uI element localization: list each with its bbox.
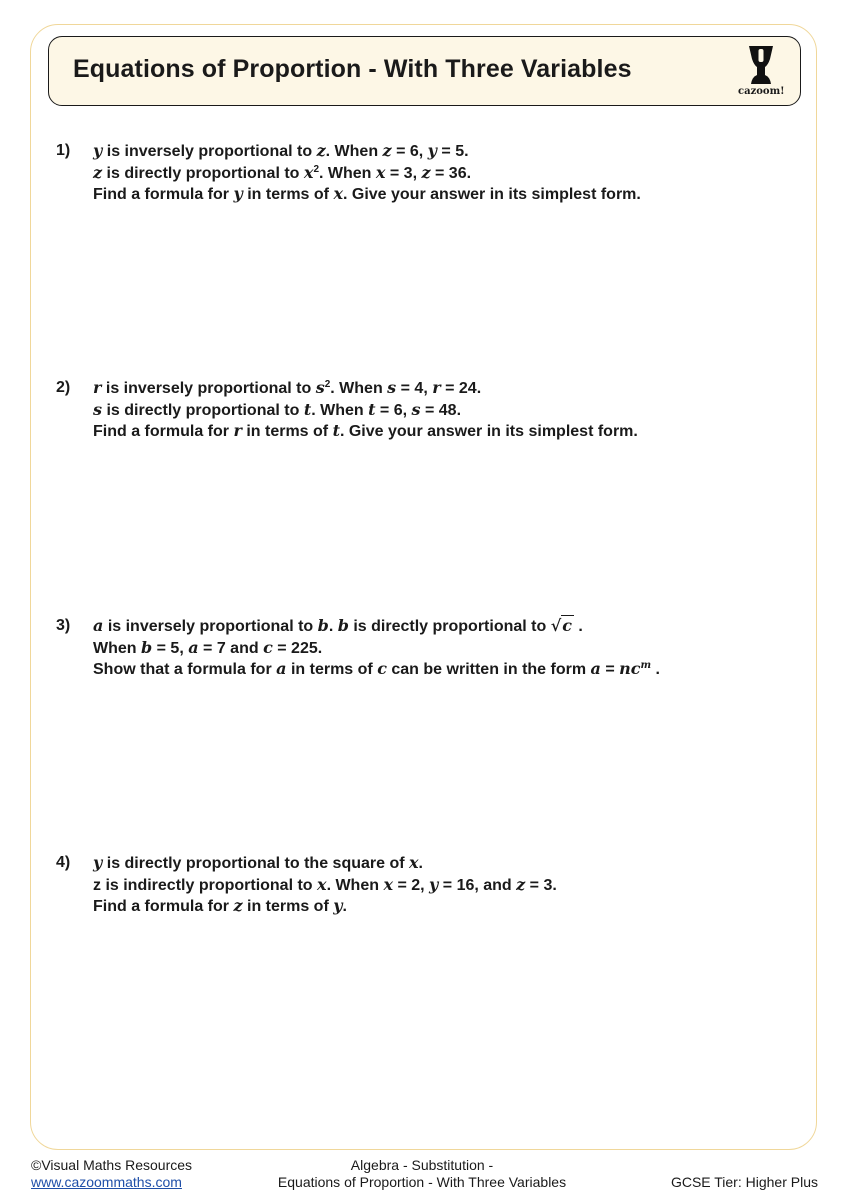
math-variable: a [93,616,104,635]
question-line [93,184,641,206]
question-line [93,659,660,681]
footer-center [274,1157,570,1191]
math-variable: b [141,637,153,657]
website-link[interactable]: www.cazoommaths.com [31,1174,182,1190]
math-variable: r [432,378,441,397]
math-variable: y [93,853,103,872]
math-variable: z [93,162,103,182]
math-variable: t [303,399,312,419]
text-segment: . [328,618,338,635]
question-line [93,875,557,897]
text-segment: is directly proportional to [348,618,551,635]
math-variable: a [276,659,287,678]
question-line [93,141,641,163]
question-text [93,616,660,681]
math-variable: y [333,896,343,915]
math-variable: s [411,399,421,419]
text-segment: is inversely proportional to [103,618,318,635]
text-segment: = 225. [272,639,323,657]
text-segment: = 2, [393,876,430,894]
text-segment: in terms of [242,186,334,203]
question-text [93,141,641,206]
text-segment: = 24. [440,380,482,397]
math-variable: s [93,399,103,419]
text-segment: . [651,661,660,678]
math-variable: nc [619,659,641,678]
math-variable: z [421,162,431,182]
question-number: 1) [56,142,71,159]
math-variable: x [333,184,343,203]
text-segment: Find a formula for [93,898,234,915]
topic-line-1: Algebra - Substitution - [350,1157,494,1173]
text-segment: = 5. [436,143,469,160]
topic-line-2: Equations of Proportion - With Three Variables [277,1174,567,1190]
text-segment: . Give your answer in its simplest form. [342,186,641,203]
math-variable: y [427,141,437,160]
math-variable: s [315,378,325,397]
text-segment: in terms of [286,661,378,678]
text-segment: in terms of [241,423,333,440]
radical-sign-icon: √ [550,616,562,635]
text-segment: . When [319,164,376,182]
footer-right [671,1174,818,1191]
copyright-text: ©Visual Maths Resources [31,1157,193,1173]
exponent: m [640,660,652,671]
text-segment: = 3. [525,876,557,894]
text-segment: = 48. [420,401,462,419]
math-variable: y [93,141,103,160]
math-variable: x [383,874,393,894]
text-segment: = 36. [430,164,472,182]
text-segment: z is indirectly proportional to [93,876,318,894]
question-line [93,400,638,422]
text-segment: . When [311,401,369,419]
math-variable: b [337,616,349,635]
text-segment: Find a formula for [93,186,234,203]
text-segment: . [573,618,583,635]
math-variable: s [387,378,397,397]
text-segment: . Give your answer in its simplest form. [339,423,638,440]
text-segment: . [418,855,423,872]
text-segment: . When [330,380,388,397]
logo-text: cazoom! [738,86,785,97]
title-banner [48,36,801,106]
math-variable: t [332,421,340,440]
math-variable: t [368,399,376,419]
question-line [93,163,641,185]
math-variable: a [590,659,601,678]
question-line [93,896,557,918]
text-segment: = 16, and [438,876,517,894]
math-variable: b [317,616,329,635]
cazoom-logo [738,45,784,99]
math-variable: y [429,874,439,894]
text-segment: is inversely proportional to [102,143,317,160]
math-variable: x [375,162,386,182]
math-variable: x [409,853,419,872]
text-segment: is inversely proportional to [101,380,316,397]
question-text [93,853,557,918]
text-segment: = 6, [391,143,428,160]
text-segment: = 3, [385,164,422,182]
text-segment: = [600,661,620,678]
text-segment: is directly proportional to [102,401,304,419]
math-variable: y [233,184,243,203]
page-title: Equations of Proportion - With Three Variables [73,55,632,83]
exponent: 2 [324,379,331,390]
math-variable: z [316,141,326,160]
math-variable: a [188,637,199,657]
footer-left [31,1157,192,1191]
question-number: 4) [56,854,71,871]
question-number: 2) [56,379,71,396]
text-segment: = 5, [152,639,189,657]
text-segment: . When [326,876,384,894]
text-segment: Show that a formula for [93,661,277,678]
text-segment: . [342,898,347,915]
text-segment: in terms of [242,898,334,915]
exponent: 2 [313,163,319,175]
question-text [93,378,638,443]
question-line [93,638,660,660]
question-line [93,421,638,443]
text-segment: can be written in the form [386,661,591,678]
tier-text: GCSE Tier: Higher Plus [670,1174,818,1190]
text-segment: = 7 and [198,639,264,657]
math-variable: c [562,616,572,635]
math-variable: c [263,637,273,657]
math-variable: c [377,659,387,678]
math-variable: r [93,378,102,397]
text-segment: . When [325,143,383,160]
math-variable: z [233,896,243,915]
question-line [93,378,638,400]
math-variable: z [516,874,526,894]
text-segment: is directly proportional to [102,164,304,182]
math-variable: z [382,141,392,160]
square-root [551,616,574,637]
question-line [93,853,557,875]
text-segment: = 6, [375,401,412,419]
question-number: 3) [56,617,71,634]
math-variable: x [303,162,314,182]
text-segment: is directly proportional to the square of [102,855,409,872]
trophy-icon [746,45,776,85]
math-variable: x [317,874,327,894]
text-segment: = 4, [396,380,433,397]
math-variable: r [233,421,242,440]
text-segment: Find a formula for [93,423,234,440]
question-line [93,616,660,638]
text-segment: When [93,639,141,657]
